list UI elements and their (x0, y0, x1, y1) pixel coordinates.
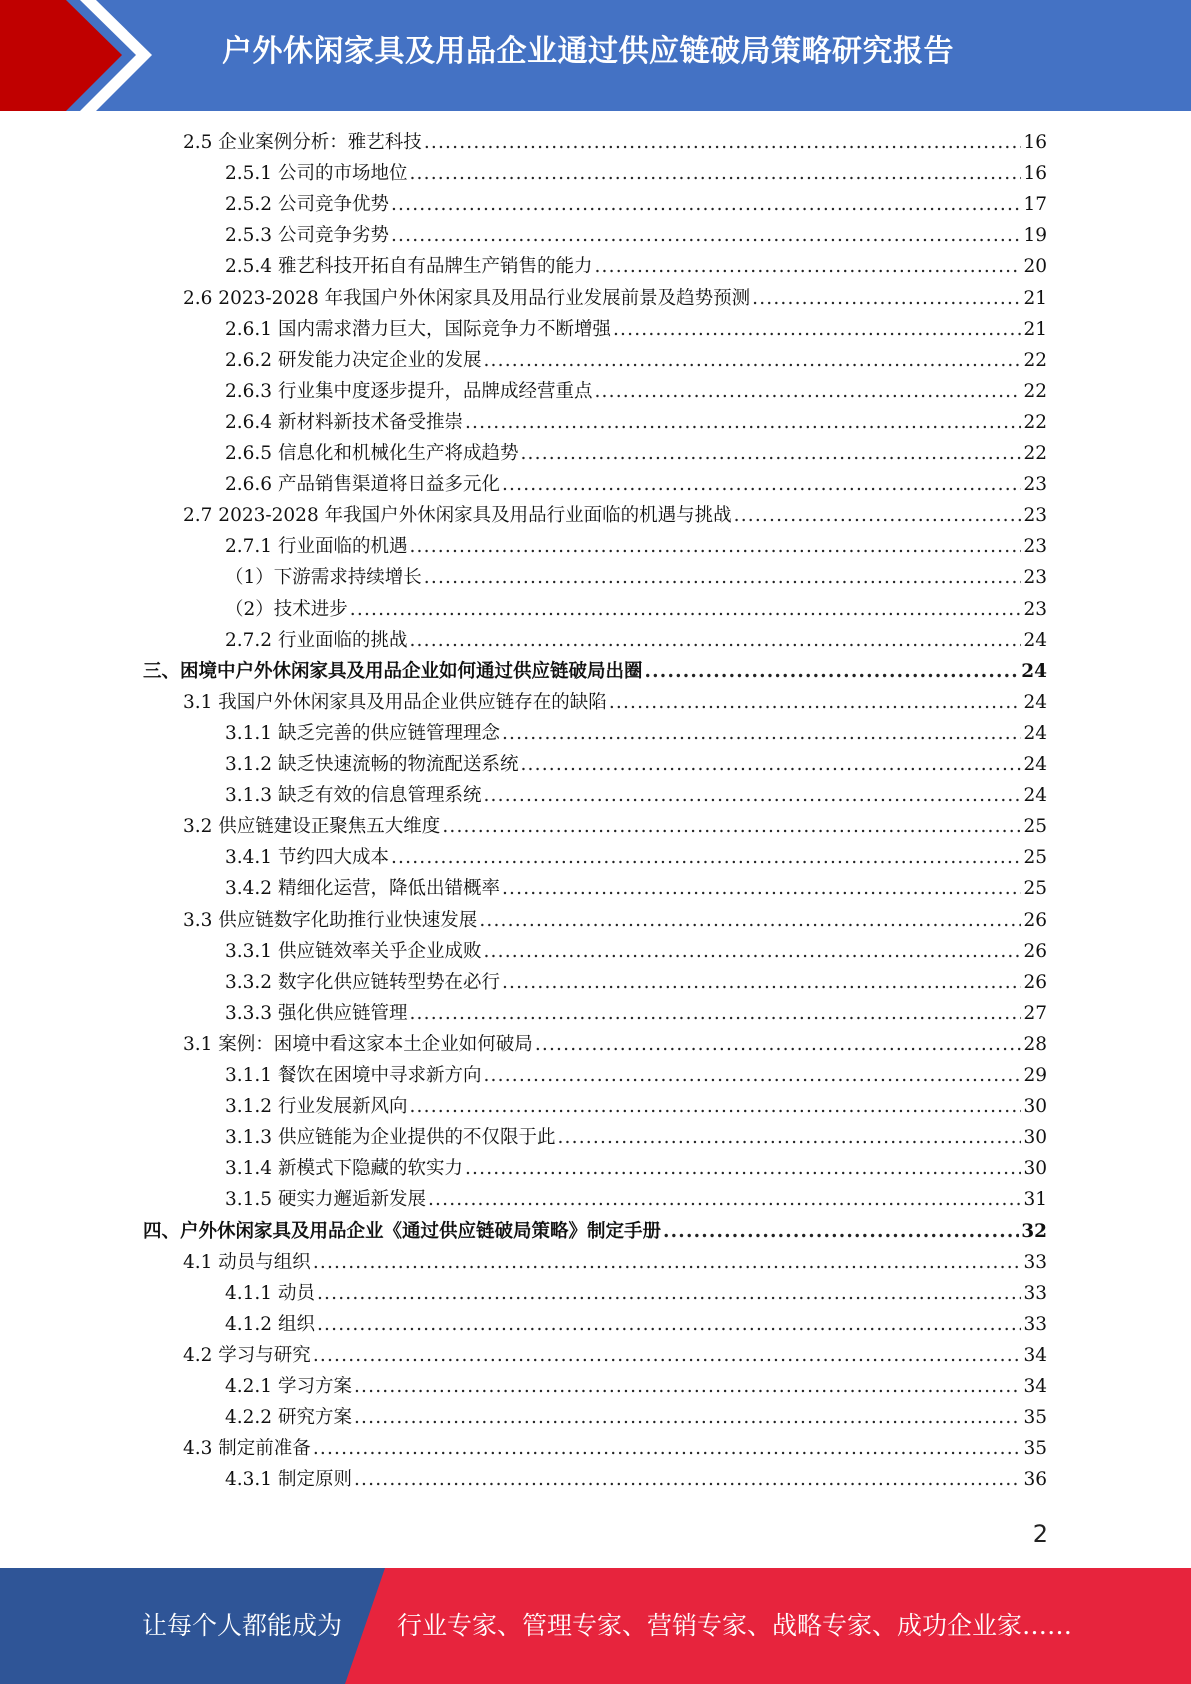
toc-dot-leader (609, 692, 1022, 713)
toc-entry[interactable] (225, 781, 1047, 812)
toc-entry-title: 2.6.5 信息化和机械化生产将成趋势 (225, 443, 519, 464)
toc-dot-leader (313, 1438, 1022, 1459)
toc-entry[interactable] (143, 657, 1047, 688)
toc-entry-title: 3.3.2 数字化供应链转型势在必行 (225, 971, 500, 993)
page-number: 2 (1032, 1520, 1048, 1548)
page-footer (0, 1568, 1191, 1684)
toc-entry-title: 2.6.6 产品销售渠道将日益多元化 (225, 474, 500, 496)
toc-entry-title: 3.1.1 餐饮在困境中寻求新方向 (225, 1065, 482, 1086)
toc-dot-leader (465, 1158, 1021, 1179)
toc-entry-page: 30 (1023, 1096, 1047, 1118)
toc-entry-title: 4.3.1 制定原则 (225, 1469, 352, 1491)
toc-entry-title: 3.3.1 供应链效率关乎企业成败 (225, 940, 482, 962)
toc-entry-page: 35 (1023, 1407, 1047, 1429)
toc-entry-page: 31 (1023, 1189, 1047, 1211)
toc-dot-leader (483, 785, 1021, 806)
toc-dot-leader (465, 412, 1021, 433)
toc-dot-leader (502, 878, 1021, 899)
toc-entry-page: 21 (1023, 287, 1047, 309)
toc-entry-title: 4.1.1 动员 (225, 1282, 315, 1304)
toc-entry[interactable] (225, 532, 1047, 563)
toc-entry-title: 3.1 我国户外休闲家具及用品企业供应链存在的缺陷 (183, 691, 607, 713)
footer-slogan-left: 让每个人都能成为 (142, 1611, 343, 1640)
toc-dot-leader (409, 163, 1021, 184)
toc-dot-leader (428, 1189, 1021, 1210)
toc-dot-leader (409, 1096, 1021, 1117)
toc-entry[interactable] (225, 874, 1047, 905)
toc-entry-page: 32 (1021, 1220, 1047, 1242)
toc-entry[interactable] (183, 1434, 1047, 1465)
toc-entry-page: 16 (1023, 163, 1047, 185)
toc-entry[interactable] (225, 750, 1047, 781)
toc-entry-title: 四、户外休闲家具及用品企业《通过供应链破局策略》制定手册 (143, 1220, 662, 1242)
toc-entry[interactable] (225, 1092, 1047, 1123)
toc-entry-page: 24 (1023, 722, 1047, 744)
toc-entry-title: 2.5.1 公司的市场地位 (225, 163, 408, 185)
toc-entry-title: 2.5.3 公司竞争劣势 (225, 225, 389, 247)
toc-entry-page: 29 (1023, 1065, 1047, 1086)
toc-entry-title: 3.2 供应链建设正聚焦五大维度 (183, 816, 441, 838)
toc-entry-page: 24 (1023, 785, 1047, 807)
toc-entry-title: 2.6 2023-2028 年我国户外休闲家具及用品行业发展前景及趋势预测 (183, 287, 751, 309)
toc-dot-leader (483, 1065, 1021, 1086)
toc-entry-page: 23 (1023, 505, 1047, 527)
toc-dot-leader (409, 536, 1021, 557)
toc-dot-leader (520, 443, 1021, 464)
toc-entry-title: 2.7.2 行业面临的挑战 (225, 629, 408, 651)
toc-entry[interactable] (225, 377, 1047, 408)
toc-entry-page: 25 (1023, 878, 1047, 900)
toc-entry[interactable] (225, 843, 1047, 874)
toc-entry-title: 3.4.2 精细化运营，降低出错概率 (225, 878, 500, 900)
toc-dot-leader (313, 1345, 1022, 1366)
toc-entry-page: 21 (1023, 318, 1047, 340)
toc-entry-page: 33 (1023, 1251, 1047, 1273)
toc-entry[interactable] (183, 1248, 1047, 1279)
toc-entry-page: 16 (1023, 132, 1047, 153)
toc-entry[interactable] (183, 812, 1047, 843)
toc-entry[interactable] (225, 999, 1047, 1030)
toc-entry[interactable] (183, 501, 1047, 532)
toc-entry-title: （1）下游需求持续增长 (225, 567, 422, 589)
toc-entry-page: 30 (1023, 1158, 1047, 1180)
toc-entry-page: 22 (1023, 380, 1047, 402)
toc-entry-title: 3.1.4 新模式下隐藏的软实力 (225, 1158, 463, 1180)
toc-dot-leader (391, 194, 1021, 215)
toc-entry-page: 22 (1023, 411, 1047, 433)
toc-dot-leader (424, 567, 1022, 588)
toc-entry-title: 2.6.1 国内需求潜力巨大，国际竞争力不断增强 (225, 318, 611, 340)
toc-entry-title: 2.6.2 研发能力决定企业的发展 (225, 349, 482, 371)
toc-dot-leader (350, 599, 1022, 620)
toc-entry-page: 24 (1023, 691, 1047, 713)
toc-entry[interactable] (183, 1341, 1047, 1372)
toc-entry[interactable] (225, 595, 1047, 626)
toc-entry[interactable] (225, 439, 1047, 470)
toc-dot-leader (391, 847, 1021, 868)
toc-entry-title: 2.5.2 公司竞争优势 (225, 194, 389, 216)
toc-entry[interactable] (225, 1123, 1047, 1154)
footer-slogan-right: 行业专家、管理专家、营销专家、战略专家、成功企业家…… (397, 1611, 1073, 1640)
toc-entry-page: 33 (1023, 1313, 1047, 1335)
toc-entry[interactable] (183, 1030, 1047, 1061)
toc-entry[interactable] (225, 190, 1047, 221)
toc-entry-page: 22 (1023, 443, 1047, 464)
toc-entry-title: 3.1.3 缺乏有效的信息管理系统 (225, 785, 482, 807)
toc-entry-page: 24 (1021, 660, 1047, 682)
toc-dot-leader (409, 630, 1021, 651)
toc-entry[interactable] (225, 1465, 1047, 1496)
toc-entry[interactable] (225, 346, 1047, 377)
toc-entry-page: 34 (1023, 1376, 1047, 1397)
header-chevron-icon (0, 0, 160, 111)
toc-entry-title: 3.1.2 缺乏快速流畅的物流配送系统 (225, 754, 519, 775)
toc-entry[interactable] (225, 315, 1047, 346)
toc-entry[interactable] (225, 1372, 1047, 1403)
toc-entry-title: 4.3 制定前准备 (183, 1438, 311, 1460)
toc-entry[interactable] (183, 128, 1047, 159)
toc-entry-page: 30 (1023, 1127, 1047, 1149)
toc-entry-title: 3.4.1 节约四大成本 (225, 847, 389, 869)
toc-entry-title: 2.5 企业案例分析：雅艺科技 (183, 132, 422, 153)
toc-entry-title: 2.6.3 行业集中度逐步提升，品牌成经营重点 (225, 380, 593, 402)
toc-dot-leader (613, 319, 1021, 340)
toc-dot-leader (752, 288, 1021, 309)
toc-entry-title: 3.1.5 硬实力邂逅新发展 (225, 1189, 426, 1211)
toc-entry-title: 2.7.1 行业面临的机遇 (225, 536, 408, 558)
toc-entry-page: 27 (1023, 1002, 1047, 1024)
toc-entry-title: 4.2.1 学习方案 (225, 1376, 352, 1397)
toc-entry[interactable] (225, 408, 1047, 439)
toc-entry-page: 24 (1023, 629, 1047, 651)
toc-entry-title: 4.1 动员与组织 (183, 1251, 311, 1273)
toc-entry-page: 35 (1023, 1438, 1047, 1460)
toc-entry-page: 22 (1023, 349, 1047, 371)
toc-entry[interactable] (225, 719, 1047, 750)
toc-entry-page: 36 (1023, 1469, 1047, 1491)
toc-entry-title: 2.6.4 新材料新技术备受推崇 (225, 411, 463, 433)
toc-entry-title: 4.1.2 组织 (225, 1313, 315, 1335)
toc-entry-title: 3.1.3 供应链能为企业提供的不仅限于此 (225, 1127, 556, 1149)
toc-dot-leader (645, 661, 1020, 682)
toc-entry[interactable] (225, 159, 1047, 190)
toc-entry[interactable] (225, 626, 1047, 657)
toc-entry-page: 23 (1023, 598, 1047, 620)
toc-entry[interactable] (225, 937, 1047, 968)
toc-entry-title: 4.2 学习与研究 (183, 1344, 311, 1366)
toc-entry-title: 三、困境中户外休闲家具及用品企业如何通过供应链破局出圈 (143, 660, 643, 682)
toc-dot-leader (557, 1127, 1021, 1148)
toc-entry[interactable] (225, 470, 1047, 501)
toc-dot-leader (479, 910, 1021, 931)
toc-dot-leader (520, 754, 1021, 775)
toc-dot-leader (409, 1003, 1021, 1024)
toc-entry-title: 3.3 供应链数字化助推行业快速发展 (183, 909, 478, 931)
page-header (0, 0, 1191, 111)
toc-entry-title: 3.1.2 行业发展新风向 (225, 1096, 408, 1118)
toc-entry-title: 2.7 2023-2028 年我国户外休闲家具及用品行业面临的机遇与挑战 (183, 505, 732, 527)
toc-entry-page: 17 (1023, 194, 1047, 216)
toc-dot-leader (317, 1283, 1022, 1304)
toc-dot-leader (594, 381, 1021, 402)
toc-entry[interactable] (225, 1310, 1047, 1341)
toc-entry[interactable] (183, 284, 1047, 315)
toc-entry[interactable] (143, 1217, 1047, 1248)
toc-dot-leader (502, 723, 1021, 744)
toc-entry-page: 28 (1023, 1033, 1047, 1055)
toc-dot-leader (734, 505, 1022, 526)
toc-entry-page: 23 (1023, 567, 1047, 589)
toc-entry-page: 26 (1023, 909, 1047, 931)
toc-entry[interactable] (225, 1061, 1047, 1092)
toc-entry[interactable] (225, 252, 1047, 283)
toc-dot-leader (663, 1221, 1019, 1242)
toc-entry[interactable] (225, 221, 1047, 252)
toc-entry-title: 2.5.4 雅艺科技开拓自有品牌生产销售的能力 (225, 256, 593, 278)
toc-dot-leader (313, 1252, 1022, 1273)
toc-dot-leader (424, 132, 1022, 153)
toc-entry-page: 26 (1023, 940, 1047, 962)
toc-entry-page: 20 (1023, 256, 1047, 278)
toc-entry[interactable] (225, 1403, 1047, 1434)
toc-dot-leader (483, 941, 1021, 962)
toc-dot-leader (535, 1034, 1022, 1055)
report-title: 户外休闲家具及用品企业通过供应链破局策略研究报告 (222, 34, 954, 69)
toc-entry[interactable] (225, 968, 1047, 999)
toc-entry-page: 23 (1023, 536, 1047, 558)
toc-entry[interactable] (225, 1185, 1047, 1216)
toc-entry-page: 34 (1023, 1344, 1047, 1366)
toc-entry[interactable] (183, 906, 1047, 937)
toc-entry-page: 24 (1023, 754, 1047, 775)
toc-dot-leader (502, 972, 1021, 993)
toc-entry-title: 4.2.2 研究方案 (225, 1407, 352, 1429)
toc-dot-leader (391, 225, 1021, 246)
toc-entry[interactable] (225, 1279, 1047, 1310)
toc-entry-page: 25 (1023, 847, 1047, 869)
toc-entry-title: 3.3.3 强化供应链管理 (225, 1002, 408, 1024)
toc-entry-page: 26 (1023, 971, 1047, 993)
toc-entry-page: 33 (1023, 1282, 1047, 1304)
toc-dot-leader (317, 1314, 1022, 1335)
toc-dot-leader (442, 816, 1021, 837)
toc-dot-leader (483, 350, 1021, 371)
toc-entry[interactable] (183, 688, 1047, 719)
toc-entry[interactable] (225, 1154, 1047, 1185)
toc-entry-title: （2）技术进步 (225, 598, 348, 620)
toc-entry-title: 3.1.1 缺乏完善的供应链管理理念 (225, 722, 500, 744)
toc-entry-page: 19 (1023, 225, 1047, 247)
toc-dot-leader (354, 1376, 1022, 1397)
toc-dot-leader (354, 1407, 1022, 1428)
toc-dot-leader (354, 1469, 1022, 1490)
toc-dot-leader (502, 474, 1021, 495)
toc-dot-leader (594, 256, 1021, 277)
toc-entry-page: 23 (1023, 474, 1047, 496)
toc-entry[interactable] (225, 563, 1047, 594)
toc-entry-page: 25 (1023, 816, 1047, 838)
toc-entry-title: 3.1 案例：困境中看这家本土企业如何破局 (183, 1033, 533, 1055)
